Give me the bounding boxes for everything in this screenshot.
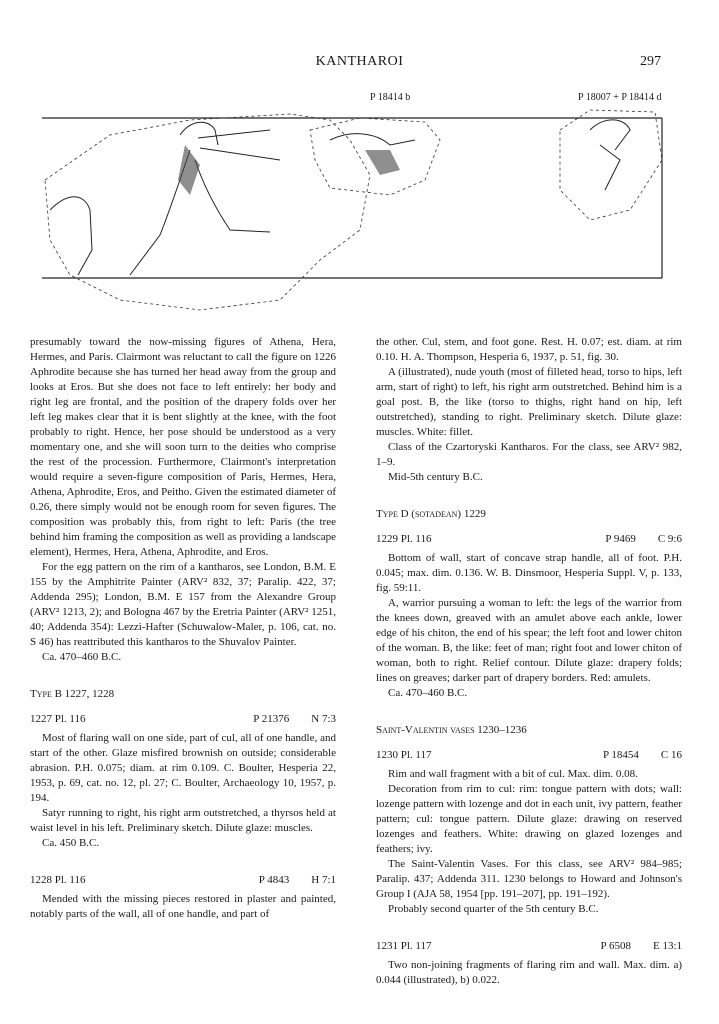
paragraph: the other. Cul, stem, and foot gone. Rest. H. 0.07; est. diam. at rim 0.10. H. A. Thompson, Hesperia 6, 1937, p. 51, fig. 30.	[376, 336, 682, 363]
date-line: Mid-5th century B.C.	[388, 471, 483, 483]
entry-header	[376, 532, 682, 547]
inventory-number: P 18454	[602, 749, 639, 761]
paragraph: Decoration from rim to cul: rim: tongue pattern with dots; wall: lozenge pattern with lozenge and dot in each unit, ivy pattern, feather pattern; cul: tongue pattern. Dilute glaze: drawing on reserved lozenges and feathers. White: drawing on glazed lozenges and feathers; ivy.	[376, 783, 682, 855]
fragment-label-d: P 18007 + P 18414 d	[578, 92, 662, 103]
right-column	[376, 335, 682, 988]
entry-number: 1227 Pl. 116	[30, 713, 86, 725]
page-number: 297	[640, 54, 661, 69]
date-line: Ca. 450 B.C.	[42, 837, 100, 849]
inventory-number: P 9469	[605, 533, 636, 545]
section-heading: Type D (sotadean) 1229	[376, 508, 486, 520]
date-line: Ca. 470–460 B.C.	[42, 651, 122, 663]
paragraph: A, warrior pursuing a woman to left: the legs of the warrior from the knees down, greaved with an amulet above each ankle, lower edge of his chiton, the end of his spear; the left foot and lower chiton of the woman. B, the like: feet of man; right foot and lower chiton of woman, both to right. Relief contour. Dilute glaze: drapery folds; lines on greaves; darker part of drapery borders. Red: amulets.	[376, 597, 682, 684]
entry-number: 1230 Pl. 117	[376, 749, 432, 761]
inventory-number: P 6508	[600, 940, 631, 952]
running-head: KANTHAROI	[315, 54, 404, 69]
paragraph: Satyr running to right, his right arm outstretched, a thyrsos held at waist level in his left. Preliminary sketch. Dilute glaze: muscles.	[30, 807, 336, 834]
paragraph: Two non-joining fragments of flaring rim and wall. Max. dim. a) 0.044 (illustrated), b) 0.022.	[376, 959, 682, 986]
paragraph: Most of flaring wall on one side, part of cul, all of one handle, and start of the other. Glaze misfired brownish on outside; considerable abrasion. P.H. 0.075; diam. at rim 0.109. C. Boulter, Hesperia 22, 1953, p. 69, cat. no. 12, pl. 27; C. Boulter, Archaeology 10, 1957, p. 194.	[30, 732, 336, 804]
paragraph: The Saint-Valentin Vases. For this class, see ARV² 984–985; Paralip. 437; Addenda 311. 1230 belongs to Howard and Johnson's Group I (AJA 58, 1954 [pp. 191–207], pp. 191–192).	[376, 858, 682, 900]
paragraph: Bottom of wall, start of concave strap handle, all of foot. P.H. 0.045; max. dim. 0.136. W. B. Dinsmoor, Hesperia Suppl. V, p. 133, fig. 59:11.	[376, 552, 682, 594]
date-line: Ca. 470–460 B.C.	[388, 687, 468, 699]
grid-reference: N 7:3	[311, 713, 336, 725]
inventory-number: P 21376	[253, 713, 290, 725]
grid-reference: H 7:1	[311, 874, 336, 886]
paragraph: Class of the Czartoryski Kantharos. For the class, see ARV² 982, 1–9.	[376, 441, 682, 468]
section-heading: Saint-Valentin vases 1230–1236	[376, 724, 527, 736]
vase-fragment-illustration	[30, 100, 680, 315]
paragraph: Rim and wall fragment with a bit of cul. Max. dim. 0.08.	[388, 768, 638, 780]
grid-reference: C 9:6	[657, 533, 682, 545]
entry-number: 1229 Pl. 116	[376, 533, 432, 545]
paragraph: Mended with the missing pieces restored in plaster and painted, notably parts of the wall, all of one handle, and part of	[30, 893, 336, 920]
paragraph: For the egg pattern on the rim of a kantharos, see London, B.M. E 155 by the Amphitrite Painter (ARV² 832, 37; Paralip. 422, 37; Addenda 295); London, B.M. E 157 from the Alexandre Group (ARV² 1213, 2); and Bologna 467 by the Eretria Painter (ARV² 1251, 40; Addenda 354): Lezzi-Hafter (Schuwalow-Maler, p. 106, cat. no. S 46) has reattributed this kantharos to the Shuvalov Painter.	[30, 561, 336, 648]
grid-reference: E 13:1	[652, 940, 682, 952]
grid-reference: C 16	[660, 749, 682, 761]
fragment-label-b: P 18414 b	[370, 92, 411, 103]
section-heading: Type B 1227, 1228	[30, 688, 115, 700]
paragraph: Probably second quarter of the 5th century B.C.	[388, 903, 599, 915]
entry-header	[376, 748, 682, 763]
left-column	[30, 335, 336, 922]
entry-number: 1228 Pl. 116	[30, 874, 86, 886]
inventory-number: P 4843	[258, 874, 290, 886]
entry-header	[376, 939, 682, 954]
paragraph: A (illustrated), nude youth (most of filleted head, torso to hips, left arm, start of right) to left, his right arm outstretched. Behind him is a goal post. B, the like (torso to thighs, right hand on hip, left outstretched), standing to right. Preliminary sketch. Dilute glaze: muscles. White: fillet.	[376, 366, 682, 438]
entry-number: 1231 Pl. 117	[376, 940, 432, 952]
paragraph: presumably toward the now-missing figures of Athena, Hera, Hermes, and Paris. Clairmont was reluctant to call the figure on 1226 Aphrodite because she has turned her head away from the group and looks at Eros. But she does not face to left entirely: her body and right leg are frontal, and the position of the drapery folds over her left leg makes clear that it is bent slightly at the knee, with the foot probably to right. Hence, her pose should be understood as a very momentary one, and she will soon turn to the deities who comprise the rest of the procession. Furthermore, Clairmont's interpretation would require a seven-figure composition of Paris, Hermes, Hera, Athena, Aphrodite, Eros, and Peitho. Given the estimated diameter of 0.26, there simply would not be enough room for seven figures. The composition was probably this, from right to left: Paris (the tree behind him framing the composition as well as providing a landscape element), Hermes, Hera, Athena, Aphrodite, and Eros.	[30, 336, 336, 558]
entry-header	[30, 873, 336, 888]
entry-header	[30, 712, 336, 727]
